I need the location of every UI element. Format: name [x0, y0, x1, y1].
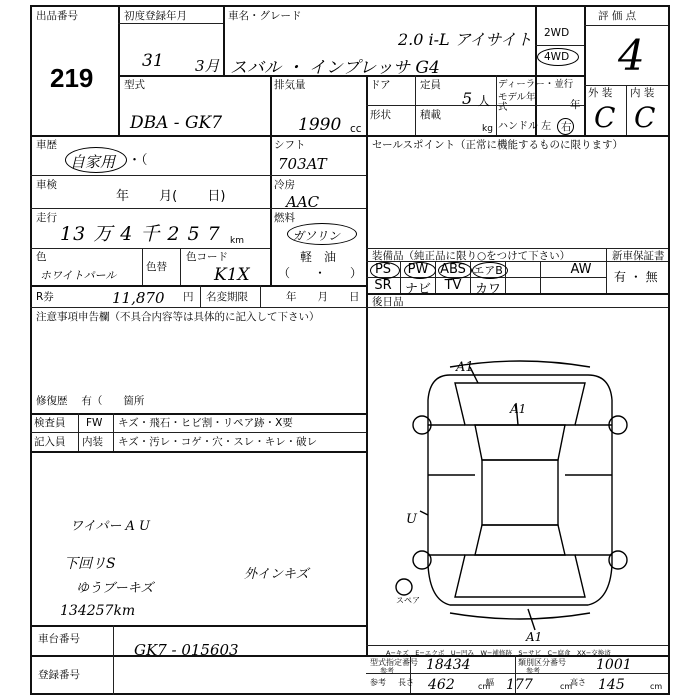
type-spec-value: 18434: [426, 657, 471, 673]
aircon-label: 冷房: [274, 179, 295, 191]
width-value: 177: [506, 677, 533, 693]
capacity-unit: 人: [478, 94, 491, 108]
mileage-value: 13 万 4 千 2 5 7: [60, 223, 221, 245]
equip-sr: SR: [374, 278, 392, 293]
inspector-note-2: 下回リS: [64, 556, 116, 572]
door-label: ドア: [370, 79, 391, 91]
height-value: 145: [598, 677, 625, 693]
color-change-label: 色替: [146, 261, 167, 273]
history-value: 自家用: [70, 153, 116, 171]
repair-label: 修復歴 有（ 箇所: [36, 395, 145, 407]
height-cm: cm: [650, 682, 663, 691]
interior-grade: C: [634, 101, 656, 134]
length-cm: cm: [478, 682, 491, 691]
notes-label: 注意事項申告欄（不具合内容等は具体的に記入して下さい）: [36, 311, 320, 323]
width-label: 幅: [486, 678, 494, 687]
two-wd-label: 2WD: [544, 27, 570, 39]
year-unit-label: 年: [570, 99, 581, 111]
history-rest: ・（: [128, 153, 148, 168]
interior-label: 内 装: [630, 87, 655, 99]
model-year-label: モデル年式: [498, 92, 536, 113]
model-grade-label: 車名・グレード: [228, 10, 302, 22]
displacement: 1990: [298, 115, 342, 135]
equip-leather: カワ: [474, 282, 501, 297]
inspector-note-3: ゆうブーキズ: [76, 581, 154, 596]
shift-value: 703AT: [278, 155, 327, 173]
size-label: 参考: [370, 678, 386, 687]
mileage-label: 走行: [36, 212, 57, 224]
fuel-value: ガソリン: [292, 229, 341, 243]
recycle-fee: 11,870: [112, 289, 165, 307]
score-label: 評 価 点: [598, 10, 637, 22]
diesel-label: 軽 油: [300, 250, 337, 264]
inspector-note-5: 外インキズ: [244, 567, 309, 582]
remarks-label: 後日品: [372, 296, 404, 308]
equip-pw: PW: [407, 262, 429, 277]
spare-label: スペア: [396, 596, 420, 605]
name-change-label: 名変期限: [206, 291, 248, 303]
recorder-label: 記入員: [34, 436, 66, 448]
capacity-label: 定員: [420, 79, 441, 91]
km-label: km: [230, 236, 244, 246]
equipment-label: 装備品（純正品に限り○をつけて下さい）: [372, 250, 571, 262]
first-reg-year: 31: [142, 51, 164, 71]
date-label: 年 月 日: [286, 291, 360, 303]
equip-airbag: エアB: [473, 264, 503, 277]
warranty-value: 有 ・ 無: [614, 270, 658, 284]
equip-abs: ABS: [440, 262, 466, 277]
inspection-label: 車検: [36, 179, 57, 191]
spare-tire: [396, 579, 412, 595]
class-no-ref: 参考: [526, 667, 540, 675]
equip-aw: AW: [570, 262, 592, 277]
color-code-label: 色コード: [186, 251, 228, 263]
car-name: スバル ・ インプレッサ G4: [230, 58, 440, 78]
inspector-note-1: ワイパー A U: [70, 519, 150, 534]
line: [420, 511, 428, 515]
diesel-sub-label: （ ・ ）: [278, 266, 363, 280]
exterior-label: 外 装: [588, 87, 613, 99]
length-value: 462: [428, 677, 455, 693]
chassis-no-value: GK7 - 015603: [134, 641, 239, 659]
shape-label: 形状: [370, 109, 391, 121]
fuel-label: 燃料: [274, 212, 295, 224]
history-label: 車歴: [36, 139, 57, 151]
first-reg-label: 初度登録年月: [124, 10, 187, 22]
car-damage-diagram: [30, 5, 670, 695]
equip-navi: ナビ: [404, 282, 431, 297]
length-label: 長さ: [398, 678, 414, 687]
score-value: 4: [618, 31, 645, 80]
class-no-label: 類別区分番号: [518, 658, 566, 667]
four-wd-label: 4WD: [544, 51, 570, 63]
fw-items: キズ・飛石・ヒビ割・リペア跡・X要: [118, 417, 293, 429]
color-code-value: K1X: [214, 265, 250, 285]
trunk: [455, 555, 585, 597]
rear-window: [475, 525, 565, 555]
first-reg-month: 3月: [195, 57, 220, 75]
capacity-value: 5: [462, 89, 473, 108]
kg-label: kg: [482, 124, 493, 134]
aircon-value: AAC: [286, 193, 320, 211]
inspection-dates: 年 月( 日): [116, 189, 226, 204]
color-label: 色: [36, 251, 47, 263]
reg-no-label: 登録番号: [38, 669, 80, 681]
yen-label: 円: [183, 291, 194, 303]
equip-tv: TV: [444, 278, 462, 293]
inspector-label: 検査員: [34, 417, 66, 429]
selling-point-label: セールスポイント（正常に機能するものに限ります）: [372, 139, 624, 151]
fw-label: FW: [86, 417, 103, 429]
lot-no-label: 出品番号: [36, 10, 78, 22]
load-label: 積載: [420, 109, 441, 121]
exterior-grade: C: [594, 101, 616, 134]
damage-a1-top: A1: [456, 360, 474, 375]
cc-unit: cc: [350, 123, 362, 135]
model-code-label: 型式: [124, 79, 145, 91]
windshield: [475, 425, 565, 460]
type-spec-ref: 参考: [380, 667, 394, 675]
grade: 2.0 i-L アイサイト: [398, 30, 533, 49]
rear-bumper: [450, 613, 590, 619]
type-spec-label: 型式指定番号: [370, 658, 418, 667]
color-value: ホワイトパール: [40, 269, 117, 282]
damage-a1-roof: A1: [510, 402, 527, 416]
right-label: 右: [561, 121, 572, 133]
class-no-value: 1001: [596, 657, 632, 673]
warranty-label: 新車保証書: [612, 250, 665, 262]
damage-u: U: [406, 512, 417, 527]
damage-legend: A−キズ E−エクボ U−凹み W−補修跡 S−サビ C−腐食 XX−交換済: [386, 649, 611, 657]
equip-ps: PS: [374, 262, 392, 277]
chassis-no-label: 車台番号: [38, 633, 80, 645]
interior-short-label: 内装: [82, 436, 103, 448]
auction-sheet: [30, 5, 670, 695]
displacement-label: 排気量: [274, 79, 306, 91]
handle-label: ハンドル 左: [498, 121, 552, 132]
recycle-label: R券: [36, 291, 54, 303]
inspector-note-4: 134257km: [60, 603, 136, 619]
roof: [482, 460, 558, 525]
lot-number: 219: [50, 63, 94, 93]
dealer-label: ディーラー・並行: [498, 79, 574, 90]
interior-items: キズ・汚レ・コゲ・穴・スレ・キレ・破レ: [118, 436, 318, 448]
shift-label: シフト: [274, 139, 306, 151]
height-label: 高さ: [570, 678, 586, 687]
width-cm: cm: [560, 682, 573, 691]
damage-a1-bottom: A1: [526, 630, 543, 644]
model-code: DBA - GK7: [130, 113, 223, 133]
